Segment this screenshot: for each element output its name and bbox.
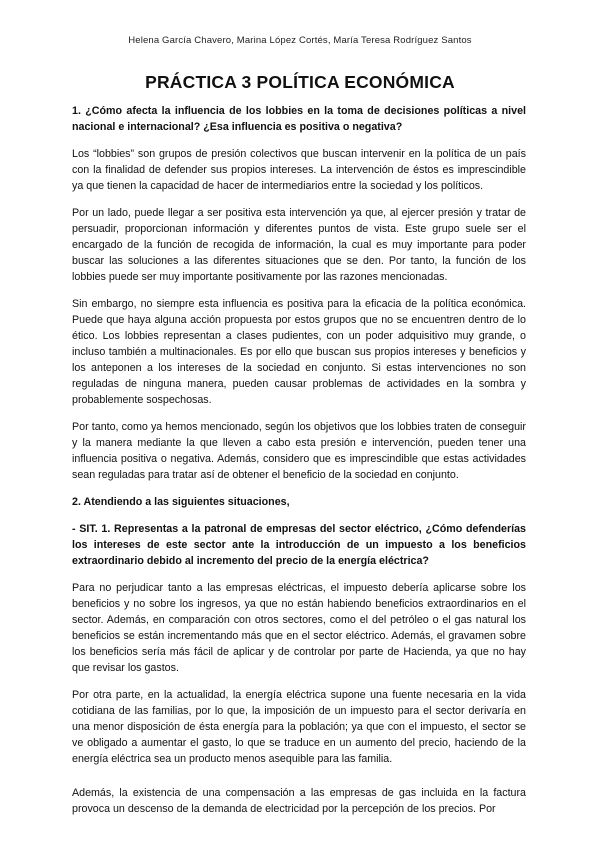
document-body — [72, 103, 526, 828]
q2-paragraph-1: Para no perjudicar tanto a las empresas eléctricas, el impuesto debería aplicarse sobre los beneficios y no sobre los ingresos, ya que no están habiendo beneficios extraordinarios en el sector. Además, en comparación con otros sectores, como el del petróleo o el gas natural los beneficios se están incrementando más que en el sector eléctrico. Además, el gravamen sobre los beneficios sería más fácil de aplicar y de controlar por parte de Hacienda, ya que no hay que revisar los gastos. — [72, 582, 526, 674]
q1-paragraph-1: Los “lobbies” son grupos de presión colectivos que buscan intervenir en la política de un país con la finalidad de defender sus propios intereses. La intervención de éstos es imprescindible ya que tienen la capacidad de hacer de intermediarios entre la sociedad y los políticos. — [72, 148, 526, 192]
q1-paragraph-3: Sin embargo, no siempre esta influencia es positiva para la eficacia de la política económica. Puede que haya alguna acción propuesta por estos grupos que no se encuentren dentro de lo ético. Los lobbies representan a clases pudientes, con un poder adquisitivo muy grande, o incluso también a multinacionales. Es por ello que buscan sus propios intereses y beneficios y los anteponen a los intereses de la sociedad en conjunto. Si estas intervenciones no son reguladas de ninguna manera, pueden causar problemas de actividades en la sombra y probablemente sospechosas. — [72, 298, 526, 406]
question-2-heading: 2. Atendiendo a las siguientes situaciones, — [72, 496, 290, 508]
page-title: PRÁCTICA 3 POLÍTICA ECONÓMICA — [145, 72, 455, 92]
q2-paragraph-2: Por otra parte, en la actualidad, la energía eléctrica supone una fuente necesaria en la vida cotidiana de las familias, por lo que, la imposición de un impuesto para el sector derivaría en una menor disposición de ésta energía para la población; ya que con el impuesto, el sector se ve obligado a aumentar el gasto, lo que se traduce en un aumento del precio, haciendo de la energía eléctrica sea un producto menos asequible para las familia. — [72, 689, 526, 765]
q1-paragraph-4: Por tanto, como ya hemos mencionado, según los objetivos que los lobbies traten de conseguir y la manera mediante la que lleven a cabo esta presión e intervención, pueden tener una influencia positiva o negativa. Además, considero que es imprescindible que estas actividades sean reguladas para tratar así de obtener el beneficio de la sociedad en conjunto. — [72, 421, 526, 481]
authors-header: Helena García Chavero, Marina López Cortés, María Teresa Rodríguez Santos — [128, 35, 472, 46]
q2-paragraph-3: Además, la existencia de una compensación a las empresas de gas incluida en la factura provoca un descenso de la demanda de electricidad por la percepción de los precios. Por — [72, 787, 526, 815]
q1-paragraph-2: Por un lado, puede llegar a ser positiva esta intervención ya que, al ejercer presión y tratar de persuadir, proporcionan información y diferentes puntos de vista. Este grupo suele ser el encargado de la función de recogida de información, la cual es muy importante para poder buscar las soluciones a las diferentes situaciones que se den. Por tanto, la función de los lobbies puede ser muy importante positivamente por las razones mencionadas. — [72, 207, 526, 283]
question-1-heading: 1. ¿Cómo afecta la influencia de los lobbies en la toma de decisiones políticas a nivel nacional e internacional? ¿Esa influencia es positiva o negativa? — [72, 105, 526, 133]
situation-1-heading: - SIT. 1. Representas a la patronal de empresas del sector eléctrico, ¿Cómo defenderías los intereses de este sector ante la introducción de un impuesto a los beneficios extraordinario debido al incremento del precio de la energía eléctrica? — [72, 523, 526, 567]
